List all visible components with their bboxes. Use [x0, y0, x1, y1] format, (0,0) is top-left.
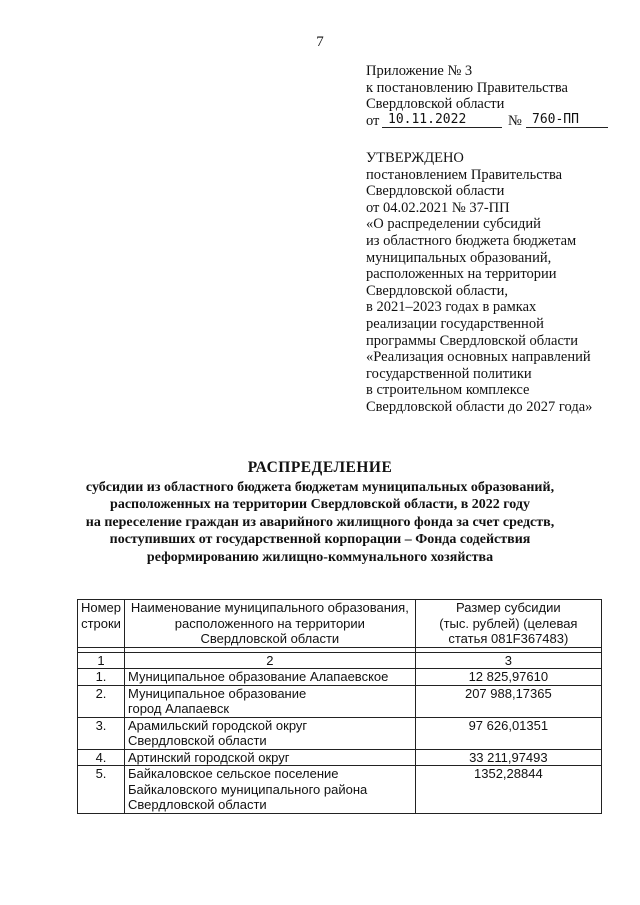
- subsidy-amount: 12 825,97610: [415, 669, 601, 686]
- page-number: 7: [316, 34, 324, 50]
- signature-row: [366, 111, 579, 131]
- approved-line: постановлением Правительства: [366, 166, 563, 183]
- appendix-block: [366, 63, 579, 131]
- subsidy-table: [77, 599, 602, 814]
- approved-line: реализации государственной: [366, 315, 544, 332]
- table-row: [78, 749, 602, 766]
- header-text: (тыс. рублей) (целевая: [439, 615, 578, 631]
- row-number: 3.: [78, 717, 125, 749]
- approved-line: «О распределении субсидий: [366, 216, 541, 233]
- column-number: 2: [125, 652, 416, 669]
- header-text: строки: [81, 615, 121, 631]
- appendix-line: к постановлению Правительства: [366, 79, 568, 96]
- header-text: Номер: [81, 600, 122, 615]
- column-number-row: [78, 652, 602, 669]
- number-field: 760-ПП: [526, 112, 608, 128]
- header-text: статья 081F367483): [448, 631, 569, 646]
- header-amount: [415, 600, 601, 648]
- subtitle-line: реформированию жилищно-коммунального хозяйства: [146, 549, 494, 565]
- header-text: расположенного на территории: [174, 615, 365, 631]
- approved-line: государственной политики: [366, 365, 532, 382]
- table-row: [78, 669, 602, 686]
- subtitle-line: на переселение граждан из аварийного жилищного фонда за счет средств,: [85, 514, 555, 530]
- table-header-row: [78, 600, 602, 648]
- row-number: 1.: [78, 669, 125, 686]
- name-line: Муниципальное образование: [128, 685, 307, 701]
- municipality-name: [125, 749, 416, 766]
- subsidy-amount: 207 988,17365: [415, 685, 601, 717]
- row-number: 4.: [78, 749, 125, 766]
- date-field: 10.11.2022: [382, 112, 502, 128]
- approved-line: Свердловской области до 2027 года»: [366, 398, 593, 415]
- approved-line: муниципальных образований,: [366, 249, 552, 266]
- approved-line: «Реализация основных направлений: [366, 349, 591, 366]
- header-text: Наименование муниципального образования,: [130, 600, 409, 615]
- table-row: [78, 766, 602, 814]
- row-number: 5.: [78, 766, 125, 814]
- header-municipality: [125, 600, 416, 648]
- name-line: Свердловской области: [128, 797, 267, 812]
- approved-line: Свердловской области: [366, 183, 505, 200]
- document-title: РАСПРЕДЕЛЕНИЕ: [247, 459, 393, 476]
- municipality-name: [125, 669, 416, 686]
- approved-heading: УТВЕРЖДЕНО: [366, 150, 464, 166]
- name-line: Муниципальное образование Алапаевское: [128, 669, 389, 684]
- table-row: [78, 685, 602, 717]
- approved-block: [366, 150, 592, 416]
- header-text: Свердловской области: [200, 631, 340, 646]
- municipality-name: [125, 685, 416, 717]
- municipality-name: [125, 717, 416, 749]
- row-number: 2.: [78, 685, 125, 717]
- name-line: город Алапаевск: [128, 701, 230, 716]
- appendix-line: Свердловской области: [366, 96, 505, 113]
- approved-line: из областного бюджета бюджетам: [366, 232, 577, 249]
- approved-line: Свердловской области,: [366, 282, 509, 299]
- approved-line: расположенных на территории: [366, 266, 557, 283]
- subsidy-amount: 1352,28844: [415, 766, 601, 814]
- municipality-name: [125, 766, 416, 814]
- appendix-line: Приложение № 3: [366, 63, 473, 79]
- subtitle-line: поступивших от государственной корпорации – Фонда содействия: [109, 532, 531, 548]
- column-number: 3: [415, 652, 601, 669]
- header-text: Размер субсидии: [456, 600, 561, 615]
- subsidy-amount: 33 211,97493: [415, 749, 601, 766]
- subtitle-line: субсидии из областного бюджета бюджетам муниципальных образований,: [85, 480, 555, 495]
- name-line: Арамильский городской округ: [128, 717, 308, 733]
- name-line: Байкаловского муниципального района: [128, 781, 368, 797]
- approved-line: в строительном комплексе: [366, 382, 530, 399]
- subsidy-amount: 97 626,01351: [415, 717, 601, 749]
- name-line: Артинский городской округ: [128, 749, 290, 765]
- header-row-number: [78, 600, 125, 648]
- table-row: [78, 717, 602, 749]
- name-line: Байкаловское сельское поселение: [128, 766, 339, 781]
- document-subtitle: [0, 479, 640, 566]
- approved-line: от 04.02.2021 № 37-ПП: [366, 199, 510, 216]
- subtitle-line: расположенных на территории Свердловской области, в 2022 году: [110, 497, 530, 513]
- name-line: Свердловской области: [128, 733, 267, 748]
- from-label: от: [366, 112, 380, 129]
- column-number: 1: [78, 652, 125, 669]
- number-label: №: [508, 112, 522, 129]
- approved-line: программы Свердловской области: [366, 332, 579, 349]
- approved-line: в 2021–2023 годах в рамках: [366, 299, 537, 316]
